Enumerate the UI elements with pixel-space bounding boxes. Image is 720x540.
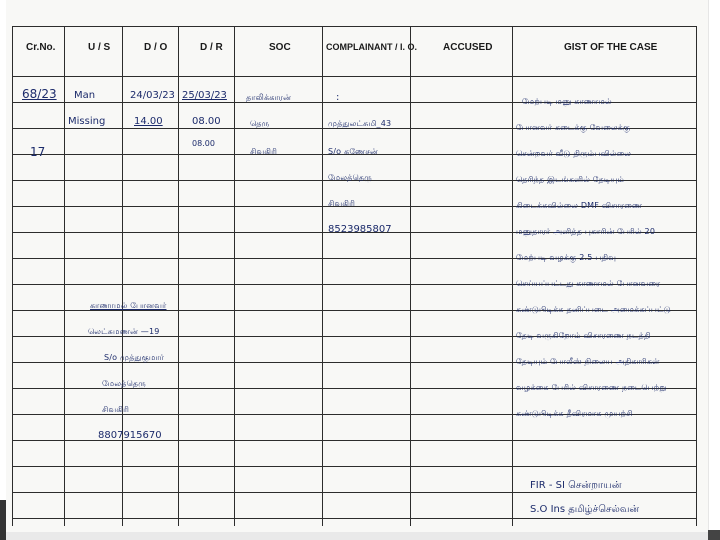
header-rule — [12, 26, 696, 27]
dr-time: 08.00 — [192, 116, 221, 127]
complainant-line-4: மேலத்தெரு — [328, 173, 372, 182]
row-rule — [12, 518, 696, 519]
column-rule — [696, 26, 697, 526]
header-do: D / O — [144, 42, 168, 53]
gist-line: கண்டுபிடிக்க தீவிரமாக முயற்சி — [516, 409, 633, 418]
complainant-phone: 8523985807 — [328, 224, 392, 235]
column-rule — [410, 26, 411, 526]
column-rule — [234, 26, 235, 526]
register-page — [6, 0, 708, 532]
gist-line: மேற்படி வழக்கு 2.5 பதிவு — [516, 253, 617, 262]
header-us: U / S — [88, 42, 111, 53]
gist-footer-so: S.O Ins தமிழ்ச்செல்வன் — [530, 504, 640, 515]
missing-person-town: சிவகிரி — [102, 405, 130, 414]
dr-time-2: 08.00 — [192, 139, 215, 148]
gist-line: மேற்படி மனு காணாமல் — [522, 97, 612, 106]
cr-no-secondary: 17 — [30, 145, 46, 159]
column-rule — [12, 26, 13, 526]
missing-person-name: லெட்சுமணன் —19 — [88, 327, 160, 336]
gist-line: சென்றவர் வீடு திரும்பவில்லை — [516, 149, 632, 158]
page-bottom-edge — [0, 532, 720, 540]
complainant-line-1: : — [336, 92, 340, 103]
missing-person-street: மேலத்தெரு — [102, 379, 146, 388]
header-rule — [12, 76, 696, 77]
do-date: 24/03/23 — [130, 90, 175, 101]
complainant-line-5: சிவகிரி — [328, 199, 356, 208]
column-rule — [512, 26, 513, 526]
soc-line-3: சிவகிரி — [250, 147, 278, 156]
gist-line: தெரிந்த இடங்களில் தேடியும் — [516, 175, 625, 184]
column-rule — [64, 26, 65, 526]
row-rule — [12, 466, 696, 467]
row-rule — [12, 492, 696, 493]
complainant-line-2: முத்துலட்சுமி_43 — [328, 119, 392, 128]
gist-line: செய்யப்பட்டது காணாமல் போனவரை — [516, 279, 661, 288]
missing-person-title: காணாமல் போனவர் — [90, 301, 167, 310]
header-accused: ACCUSED — [443, 42, 493, 53]
us-value-2: Missing — [68, 116, 106, 127]
header-gist: GIST OF THE CASE — [564, 42, 658, 53]
gist-line: தேடியும் போலீஸ் நிலைய அதிகாரிகள் — [516, 357, 660, 366]
gist-line: தேடி வருகிறோம் விசாரணை நடத்தி — [516, 331, 651, 340]
gist-line: மனுதாரர் அளித்த புகாரின் பேரில் 20 — [516, 227, 656, 236]
soc-line-2: தெரு — [250, 119, 270, 128]
complainant-line-3: S/o கணேசன் — [328, 147, 378, 156]
gist-line: வழக்கை பேரில் விசாரணை நடைபெற்று — [516, 383, 667, 392]
dr-date: 25/03/23 — [182, 90, 227, 101]
gist-line: கண்டுபிடிக்க தனிப்படை அமைக்கப்பட்டு — [516, 305, 671, 314]
gist-line: போனவர் கடைக்கு வேலைக்கு — [516, 123, 631, 132]
column-rule — [122, 26, 123, 526]
soc-line-1: தாலிக்காரன் — [246, 93, 292, 102]
missing-person-phone: 8807915670 — [98, 430, 162, 441]
gist-footer-fir: FIR - SI சென்றாயன் — [530, 480, 622, 491]
us-value-1: Man — [74, 90, 96, 101]
do-time: 14.00 — [134, 116, 163, 127]
column-rule — [178, 26, 179, 526]
header-soc: SOC — [269, 42, 291, 53]
header-dr: D / R — [200, 42, 223, 53]
cr-no-value: 68/23 — [22, 87, 57, 101]
missing-person-parent: S/o முத்துகுமார் — [104, 353, 165, 362]
gist-line: கிடைக்கவில்லை DMF விசாரணை — [516, 201, 643, 210]
scan-shadow — [708, 530, 720, 540]
column-rule — [322, 26, 323, 526]
scan-shadow — [0, 500, 6, 540]
header-cr-no: Cr.No. — [26, 42, 56, 53]
header-complainant: COMPLAINANT / I. O. — [326, 42, 417, 52]
